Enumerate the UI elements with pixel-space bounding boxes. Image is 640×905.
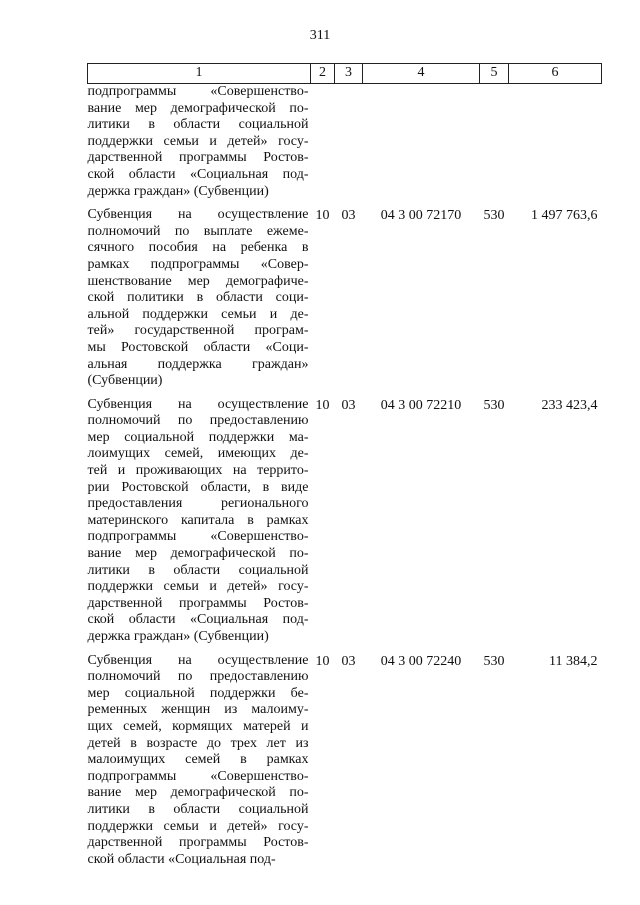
description-line: детей в возрасте до трех лет из xyxy=(87,735,309,751)
description-line: мер социальной поддержки бе- xyxy=(87,685,309,701)
description-line: мы Ростовской области «Соци- xyxy=(87,339,309,355)
description-line: полномочий по предоставлению xyxy=(87,413,309,429)
row-amount: 11 384,2 xyxy=(549,653,598,669)
description-line: поддержки семьи и детей» госу- xyxy=(87,818,309,834)
table-header-row xyxy=(88,64,602,84)
row-target-article-code xyxy=(363,84,480,201)
description-line: ской области «Социальная под- xyxy=(87,851,276,867)
description-line: вание мер демографической по- xyxy=(87,100,309,116)
description-line: сячного пособия на ребенка в xyxy=(87,240,309,256)
description-line: полномочий по предоставлению xyxy=(87,669,309,685)
description-line: (Субвенции) xyxy=(87,373,163,389)
description-line: вание мер демографической по- xyxy=(87,546,309,562)
table-row xyxy=(88,207,602,390)
description-line: поддержки семьи и детей» госу- xyxy=(87,133,309,149)
row-expense-type-code: 530 xyxy=(483,653,505,669)
description-line: полномочий по выплате ежеме- xyxy=(87,223,309,239)
row-target-article-code: 04 3 00 72170 xyxy=(380,208,462,224)
row-expense-type-code: 530 xyxy=(483,397,505,413)
row-expense-type-code: 530 xyxy=(483,208,505,224)
column-header-3: 3 xyxy=(335,64,363,84)
description-line: альной поддержки семьи и де- xyxy=(87,306,309,322)
row-subsection-code: 03 xyxy=(341,653,356,669)
page-number: 311 xyxy=(309,28,331,43)
row-spacer xyxy=(88,390,602,397)
row-section-code: 10 xyxy=(315,397,330,413)
row-spacer-cell xyxy=(88,390,602,397)
row-spacer-cell xyxy=(88,646,602,653)
description-line: рии Ростовской области, в виде xyxy=(87,479,309,495)
row-spacer xyxy=(88,646,602,653)
column-header-6: 6 xyxy=(509,64,602,84)
description-line: шенствование мер демографиче- xyxy=(87,273,309,289)
row-spacer xyxy=(88,200,602,207)
table-row xyxy=(88,84,602,201)
column-header-5: 5 xyxy=(480,64,509,84)
description-line: литики в области социальной xyxy=(87,562,309,578)
row-description xyxy=(88,207,311,390)
column-header-2: 2 xyxy=(311,64,335,84)
description-line: щих семей, кормящих матерей и xyxy=(87,718,309,734)
row-subsection-code: 03 xyxy=(341,397,356,413)
description-line: литики в области социальной xyxy=(87,117,309,133)
row-description xyxy=(88,84,311,201)
row-spacer-cell xyxy=(88,200,602,207)
description-line: дарственной программы Ростов- xyxy=(87,150,309,166)
description-line: подпрограммы «Совершенство- xyxy=(87,768,309,784)
row-target-article-code: 04 3 00 72210 xyxy=(380,397,462,413)
description-line: малоимущих семей в рамках xyxy=(87,752,309,768)
row-target-article-code: 04 3 00 72240 xyxy=(380,653,462,669)
row-section-code: 10 xyxy=(315,208,330,224)
description-line: подпрограммы «Совершенство- xyxy=(87,84,309,99)
description-line: материнского капитала в рамках xyxy=(87,512,309,528)
row-section-code: 10 xyxy=(315,653,330,669)
description-line: Субвенция на осуществление xyxy=(87,207,309,223)
description-line: рамках подпрограммы «Совер- xyxy=(87,256,309,272)
table-body xyxy=(88,84,602,869)
description-line: ской политики в области соци- xyxy=(87,290,309,306)
column-header-4: 4 xyxy=(363,64,480,84)
row-subsection-code xyxy=(335,84,363,201)
description-line: лоимущих семей, имеющих де- xyxy=(87,446,309,462)
description-line: тей» государственной програм- xyxy=(87,323,309,339)
description-line: дарственной программы Ростов- xyxy=(87,835,309,851)
description-line: литики в области социальной xyxy=(87,801,309,817)
description-line: дарственной программы Ростов- xyxy=(87,595,309,611)
description-line: Субвенция на осуществление xyxy=(87,396,309,412)
row-description xyxy=(88,653,311,869)
description-line: альная поддержка граждан» xyxy=(87,356,309,372)
description-line: ской области «Социальная под- xyxy=(87,612,309,628)
row-section-code xyxy=(311,84,335,201)
column-header-1: 1 xyxy=(88,64,311,84)
description-line: ской области «Социальная под- xyxy=(87,166,309,182)
description-line: Субвенция на осуществление xyxy=(87,652,309,668)
row-amount: 1 497 763,6 xyxy=(531,208,598,224)
table-row xyxy=(88,397,602,646)
row-amount: 233 423,4 xyxy=(541,397,598,413)
row-amount xyxy=(509,84,602,201)
description-line: предоставления регионального xyxy=(87,496,309,512)
description-line: ременных женщин из малоиму- xyxy=(87,702,309,718)
description-line: мер социальной поддержки ма- xyxy=(87,429,309,445)
description-line: тей и проживающих на террито- xyxy=(87,463,309,479)
description-line: держка граждан» (Субвенции) xyxy=(87,629,269,644)
table-row xyxy=(88,653,602,869)
row-expense-type-code xyxy=(480,84,509,201)
row-description xyxy=(88,397,311,646)
description-line: подпрограммы «Совершенство- xyxy=(87,529,309,545)
budget-table xyxy=(87,63,602,868)
description-line: поддержки семьи и детей» госу- xyxy=(87,579,309,595)
row-subsection-code: 03 xyxy=(341,208,356,224)
description-line: держка граждан» (Субвенции) xyxy=(87,183,269,199)
description-line: вание мер демографической по- xyxy=(87,785,309,801)
